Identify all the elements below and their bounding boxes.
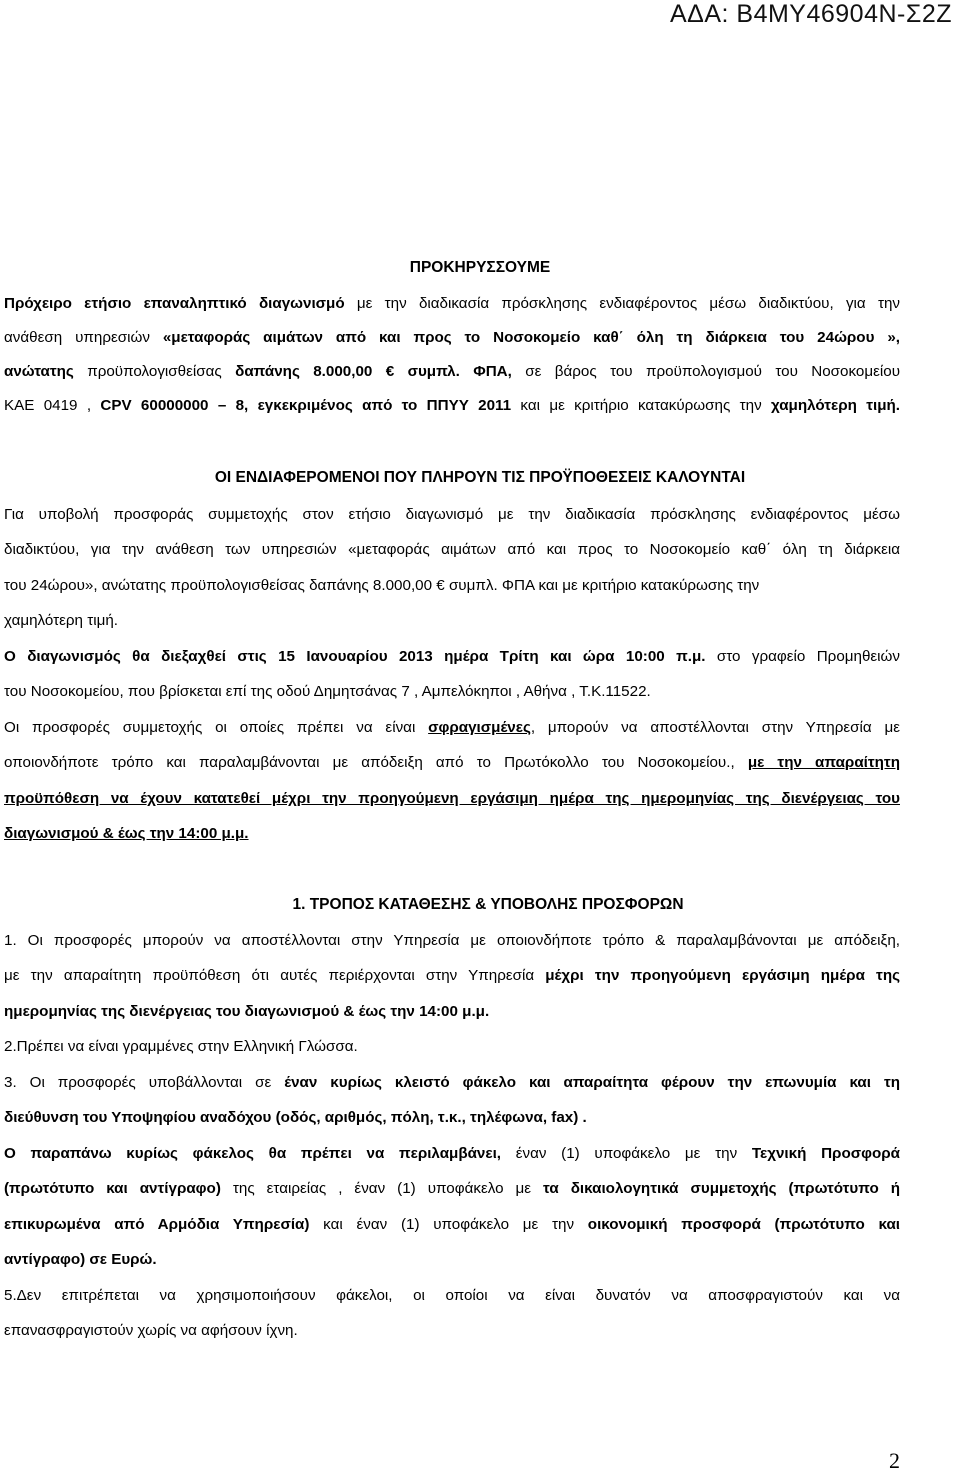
body-line-3: του 24ώρου», ανώτατης προϋπολογισθείσας δαπάνης 8.000,00 € συμπλ. ΦΠΑ και με κριτήριο κατακύρωσης την bbox=[4, 577, 760, 594]
body-line-4: χαμηλότερη τιμή. bbox=[4, 612, 119, 629]
item-1-line-2: με την απαραίτητη προϋπόθεση ότι αυτές περιέρχονται στην Υπηρεσία μέχρι την προηγούμενη εργάσιμη ημέρα της bbox=[4, 967, 900, 984]
body-line-2: διαδικτύου, για την ανάθεση των υπηρεσιών «μεταφοράς αιμάτων από και προς το Νοσοκομείο καθ΄ όλη τη διάρκεια bbox=[4, 541, 900, 558]
section-heading-submission: 1. ΤΡΟΠΟΣ ΚΑΤΑΘΕΣΗΣ & ΥΠΟΒΟΛΗΣ ΠΡΟΣΦΟΡΩΝ bbox=[292, 896, 684, 913]
item-4-line-4: αντίγραφο) σε Ευρώ. bbox=[4, 1251, 157, 1268]
body-line-8: οποιονδήποτε τρόπο και παραλαμβάνονται με απόδειξη από το Πρωτόκολλο του Νοσοκομείου., με την απαραίτητη bbox=[4, 754, 900, 771]
intro-line-1: Πρόχειρο ετήσιο επαναληπτικό διαγωνισμό με την διαδικασία πρόσκλησης ενδιαφέροντος μέσω διαδικτύου, για την bbox=[4, 295, 900, 312]
item-2: 2.Πρέπει να είναι γραμμένες στην Ελληνική Γλώσσα. bbox=[4, 1038, 358, 1055]
item-5-line-2: επανασφραγιστούν χωρίς να αφήσουν ίχνη. bbox=[4, 1322, 298, 1339]
intro-line-2: ανάθεση υπηρεσιών «μεταφοράς αιμάτων από και προς το Νοσοκομείο καθ΄ όλη τη διάρκεια του 24ώρου », bbox=[4, 329, 900, 346]
page-number: 2 bbox=[889, 1448, 900, 1473]
item-1-line-3: ημερομηνίας της διενέργειας του διαγωνισμού & έως την 14:00 μ.μ. bbox=[4, 1003, 490, 1020]
body-line-10: διαγωνισμού & έως την 14:00 μ.μ. bbox=[4, 825, 249, 842]
item-5-line-1: 5.Δεν επιτρέπεται να χρησιμοποιήσουν φάκελοι, οι οποίοι να είναι δυνατόν να αποσφραγιστούν και να bbox=[4, 1287, 900, 1304]
body-line-7: Οι προσφορές συμμετοχής οι οποίες πρέπει να είναι σφραγισμένες, μπορούν να αποστέλλονται στην Υπηρεσία με bbox=[4, 719, 900, 736]
item-4-line-3: επικυρωμένα από Αρμόδια Υπηρεσία) και έναν (1) υποφάκελο με την οικονομική προσφορά (πρωτότυπο και bbox=[4, 1216, 901, 1233]
item-4-line-2: (πρωτότυπο και αντίγραφο) της εταιρείας , έναν (1) υποφάκελο με τα δικαιολογητικά συμμετοχής (πρωτότυπο ή bbox=[4, 1180, 900, 1197]
ada-code: ΑΔΑ: Β4ΜΥ46904Ν-Σ2Ζ bbox=[669, 0, 952, 28]
body-line-9: προϋπόθεση να έχουν κατατεθεί μέχρι την προηγούμενη εργάσιμη ημέρα της ημερομηνίας της διενέργειας του bbox=[4, 790, 900, 807]
title: ΠΡΟΚΗΡΥΣΣΟΥΜΕ bbox=[409, 259, 551, 276]
body-line-5: Ο διαγωνισμός θα διεξαχθεί στις 15 Ιανουαρίου 2013 ημέρα Τρίτη και ώρα 10:00 π.μ. στο γραφείο Προμηθειών bbox=[4, 648, 901, 665]
body-line-1: Για υποβολή προσφοράς συμμετοχής στον ετήσιο διαγωνισμό με την διαδικασία πρόσκλησης ενδιαφέροντος μέσω bbox=[4, 506, 900, 523]
item-1-line-1: 1. Οι προσφορές μπορούν να αποστέλλονται στην Υπηρεσία με οποιονδήποτε τρόπο & παραλαμβάνονται με απόδειξη, bbox=[4, 932, 900, 949]
body-line-6: του Νοσοκομείου, που βρίσκεται επί της οδού Δημητσάνας 7 , Αμπελόκηποι , Αθήνα , Τ.Κ.11522. bbox=[4, 683, 651, 700]
item-3-line-1: 3. Οι προσφορές υποβάλλονται σε έναν κυρίως κλειστό φάκελο και απαραίτητα φέρουν την επωνυμία και τη bbox=[4, 1074, 900, 1091]
intro-line-4: ΚΑΕ 0419 , CPV 60000000 – 8, εγκεκριμένος από το ΠΠΥΥ 2011 και με κριτήριο κατακύρωσης την χαμηλότερη τιμή. bbox=[4, 397, 900, 414]
item-3-line-2: διεύθυνση του Υποψηφίου αναδόχου (οδός, αριθμός, πόλη, τ.κ., τηλέφωνα, fax) . bbox=[4, 1109, 587, 1126]
section-heading-interested: ΟΙ ΕΝΔΙΑΦΕΡΟΜΕΝΟΙ ΠΟΥ ΠΛΗΡΟΥΝ ΤΙΣ ΠΡΟΫΠΟΘΕΣΕΙΣ ΚΑΛΟΥΝΤΑΙ bbox=[214, 469, 746, 486]
intro-line-3: ανώτατης προϋπολογισθείσας δαπάνης 8.000,00 € συμπλ. ΦΠΑ, σε βάρος του προϋπολογισμού του Νοσοκομείου bbox=[4, 363, 900, 380]
item-4-line-1: Ο παραπάνω κυρίως φάκελος θα πρέπει να περιλαμβάνει, έναν (1) υποφάκελο με την Τεχνική Προσφορά bbox=[4, 1145, 900, 1162]
